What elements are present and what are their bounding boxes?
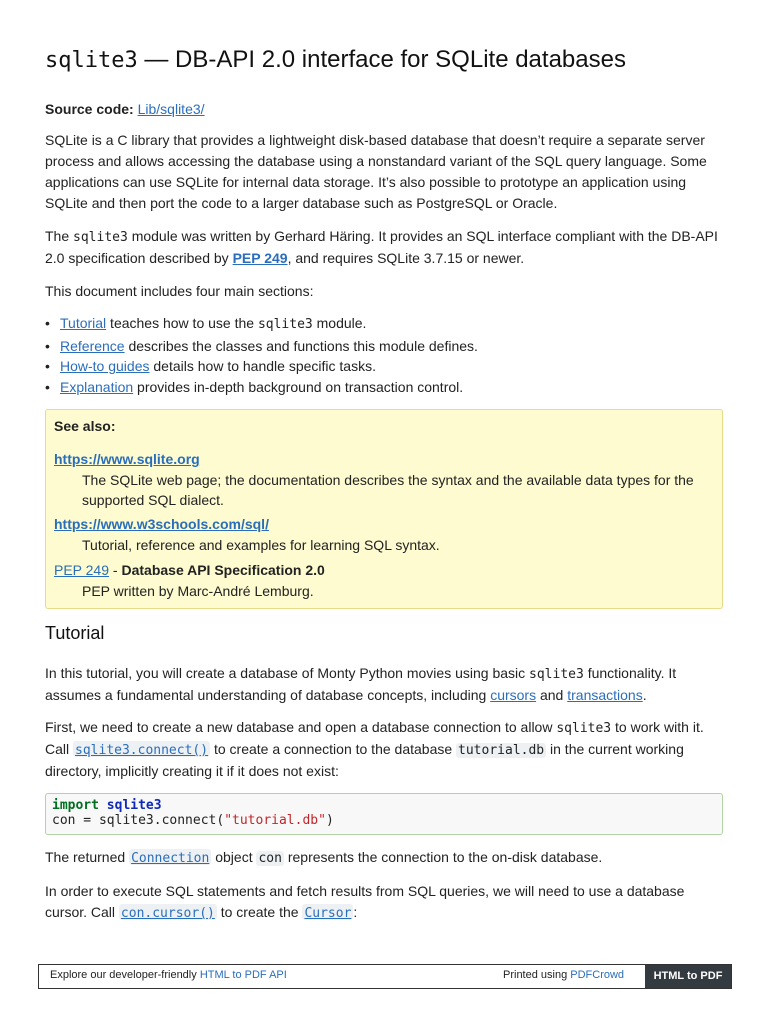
- list-item: • Tutorial teaches how to use the sqlite3 module.: [60, 313, 720, 336]
- html-to-pdf-api-link[interactable]: HTML to PDF API: [199, 969, 287, 981]
- list-item: • Explanation provides in-depth background on transaction control.: [60, 377, 720, 398]
- intro-paragraph: SQLite is a C library that provides a lightweight disk-based database that doesn’t require a separate server process and allows accessing the database using a nonstandard variant of the SQL query language. Some applications can use SQLite for internal data storage. It’s also possible to prototype an application using SQLite and then port the code to a larger database such as PostgreSQL or Oracle.: [45, 132, 707, 211]
- tutorial-heading: Tutorial: [45, 623, 105, 643]
- connection-paragraph: The returned Connection object con represents the connection to the on-disk database.: [45, 849, 603, 866]
- see-also-entry: https://www.w3schools.com/sql/ Tutorial, reference and examples for learning SQL syntax.: [54, 516, 440, 553]
- source-line: Source code: Lib/sqlite3/: [45, 101, 205, 117]
- sections-list: [45, 313, 720, 397]
- pdfcrowd-footer: [38, 964, 732, 989]
- sections-intro: This document includes four main sections:: [45, 283, 314, 299]
- sqlite3-connect-link[interactable]: sqlite3.connect(): [75, 743, 209, 758]
- cursor-link[interactable]: Cursor: [304, 906, 352, 921]
- transactions-link[interactable]: transactions: [567, 687, 643, 703]
- page-title: sqlite3 — DB-API 2.0 interface for SQLite databases: [45, 46, 626, 73]
- reference-link[interactable]: Reference: [60, 337, 125, 354]
- list-item: • How-to guides details how to handle specific tasks.: [60, 356, 720, 377]
- author-paragraph: The sqlite3 module was written by Gerhard Häring. It provides an SQL interface compliant with the DB-API 2.0 specification described by PEP 249, and requires SQLite 3.7.15 or newer.: [45, 228, 718, 266]
- w3schools-link[interactable]: https://www.w3schools.com/sql/: [54, 516, 269, 532]
- explanation-link[interactable]: Explanation: [60, 378, 134, 395]
- source-code-link[interactable]: Lib/sqlite3/: [137, 101, 205, 117]
- tutorial-intro: In this tutorial, you will create a database of Monty Python movies using basic sqlite3 functionality. It assumes a fundamental understanding of database concepts, including cursors and transactions.: [45, 665, 677, 703]
- footer-left: Explore our developer-friendly HTML to PDF API: [50, 969, 287, 981]
- connection-link[interactable]: Connection: [131, 851, 210, 866]
- pep-249-link[interactable]: PEP 249: [232, 250, 288, 266]
- see-also-entry: https://www.sqlite.org The SQLite web page; the documentation describes the syntax and the available data types for the supported SQL dialect.: [54, 451, 694, 508]
- see-also-title: See also:: [54, 418, 116, 434]
- see-also-entry: PEP 249 - Database API Specification 2.0 PEP written by Marc-André Lemburg.: [54, 562, 325, 599]
- see-also-box: [45, 409, 723, 609]
- cursors-link[interactable]: cursors: [490, 687, 537, 703]
- cursor-paragraph: In order to execute SQL statements and fetch results from SQL queries, we will need to use a database cursor. Call con.cursor() to create the Cursor :: [45, 883, 685, 921]
- con-cursor-link[interactable]: con.cursor(): [120, 906, 215, 921]
- howto-link[interactable]: How-to guides: [60, 358, 150, 374]
- footer-middle: Printed using PDFCrowd: [503, 969, 625, 981]
- list-item: • Reference describes the classes and functions this module defines.: [60, 336, 720, 357]
- code-block: [45, 793, 723, 835]
- connect-paragraph: First, we need to create a new database and open a database connection to allow sqlite3 to work with it. Call sqlite3.connect() to create a connection to the database tutorial.db in the current working directory, implicitly creating it if it does not exist:: [45, 719, 704, 779]
- pdfcrowd-link[interactable]: PDFCrowd: [570, 969, 625, 981]
- html-to-pdf-button[interactable]: HTML to PDF: [645, 965, 731, 988]
- sqlite-org-link[interactable]: https://www.sqlite.org: [54, 451, 200, 467]
- tutorial-link[interactable]: Tutorial: [60, 315, 107, 331]
- code-text: import sqlite3 con = sqlite3.connect("tutorial.db"): [52, 798, 334, 828]
- pep-249-spec-link[interactable]: PEP 249: [54, 562, 110, 578]
